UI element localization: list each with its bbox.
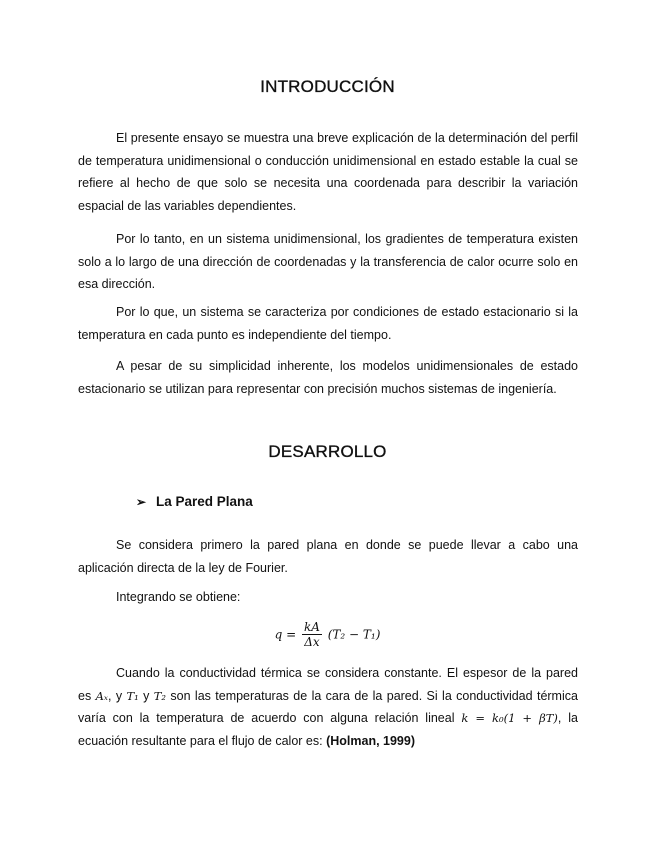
math-ax: Aₓ	[95, 688, 108, 703]
math-t2: T₂	[153, 688, 167, 703]
intro-paragraph-4: A pesar de su simplicidad inherente, los modelos unidimensionales de estado estacionario se utilizan para representar con precisión muchos sistemas de ingeniería.	[78, 359, 578, 396]
final-text-1: Cuando la conductividad térmica se considera constante. El espesor de la pared es	[78, 666, 578, 703]
formula-denominator: Δx	[304, 635, 320, 649]
intro-paragraph-2: Por lo tanto, en un sistema unidimensional, los gradientes de temperatura existen solo a lo largo de una dirección de coordenadas y la transferencia de calor ocurre solo en esa dirección.	[78, 232, 578, 291]
final-text-3: y	[143, 688, 150, 703]
arrow-bullet-icon: ➢	[136, 495, 147, 509]
heat-flux-formula	[0, 620, 655, 656]
formula-lhs: q =	[274, 627, 297, 642]
intro-paragraph-1: El presente ensayo se muestra una breve explicación de la determinación del perfil de temperatura unidimensional o conducción unidimensional en estado estable la cual se refiere al hecho de que solo se necesita una coordenada para describir la variación espacial de las variables dependientes.	[78, 131, 578, 213]
formula-fraction	[302, 620, 322, 649]
math-t1: T₁	[126, 688, 139, 703]
math-k-relation: k = k₀(1 + βT)	[461, 711, 558, 725]
final-text-4: son las temperaturas de la cara de la pared. Si la conductividad térmica varía con la temperatura de acuerdo con alguna relación lineal	[78, 688, 578, 725]
final-text-5: , la ecuación resultante para el flujo de calor es:	[78, 711, 578, 748]
dev-paragraph-1: Se considera primero la pared plana en donde se puede llevar a cabo una aplicación directa de la ley de Fourier.	[78, 538, 578, 575]
intro-paragraph-3: Por lo que, un sistema se caracteriza por condiciones de estado estacionario si la temperatura en cada punto es independiente del tiempo.	[78, 305, 578, 342]
final-text-2: , y	[107, 688, 123, 703]
subsection-title: La Pared Plana	[156, 494, 253, 509]
citation: (Holman, 1999)	[326, 733, 415, 748]
formula-numerator: kA	[303, 620, 320, 634]
intro-heading: INTRODUCCIÓN	[260, 77, 395, 96]
dev-paragraph-2: Integrando se obtiene:	[116, 590, 241, 604]
final-paragraph	[78, 662, 578, 752]
formula-rhs: (T₂ − T₁)	[327, 627, 381, 642]
development-heading: DESARROLLO	[268, 442, 387, 461]
subsection-heading	[136, 494, 253, 509]
